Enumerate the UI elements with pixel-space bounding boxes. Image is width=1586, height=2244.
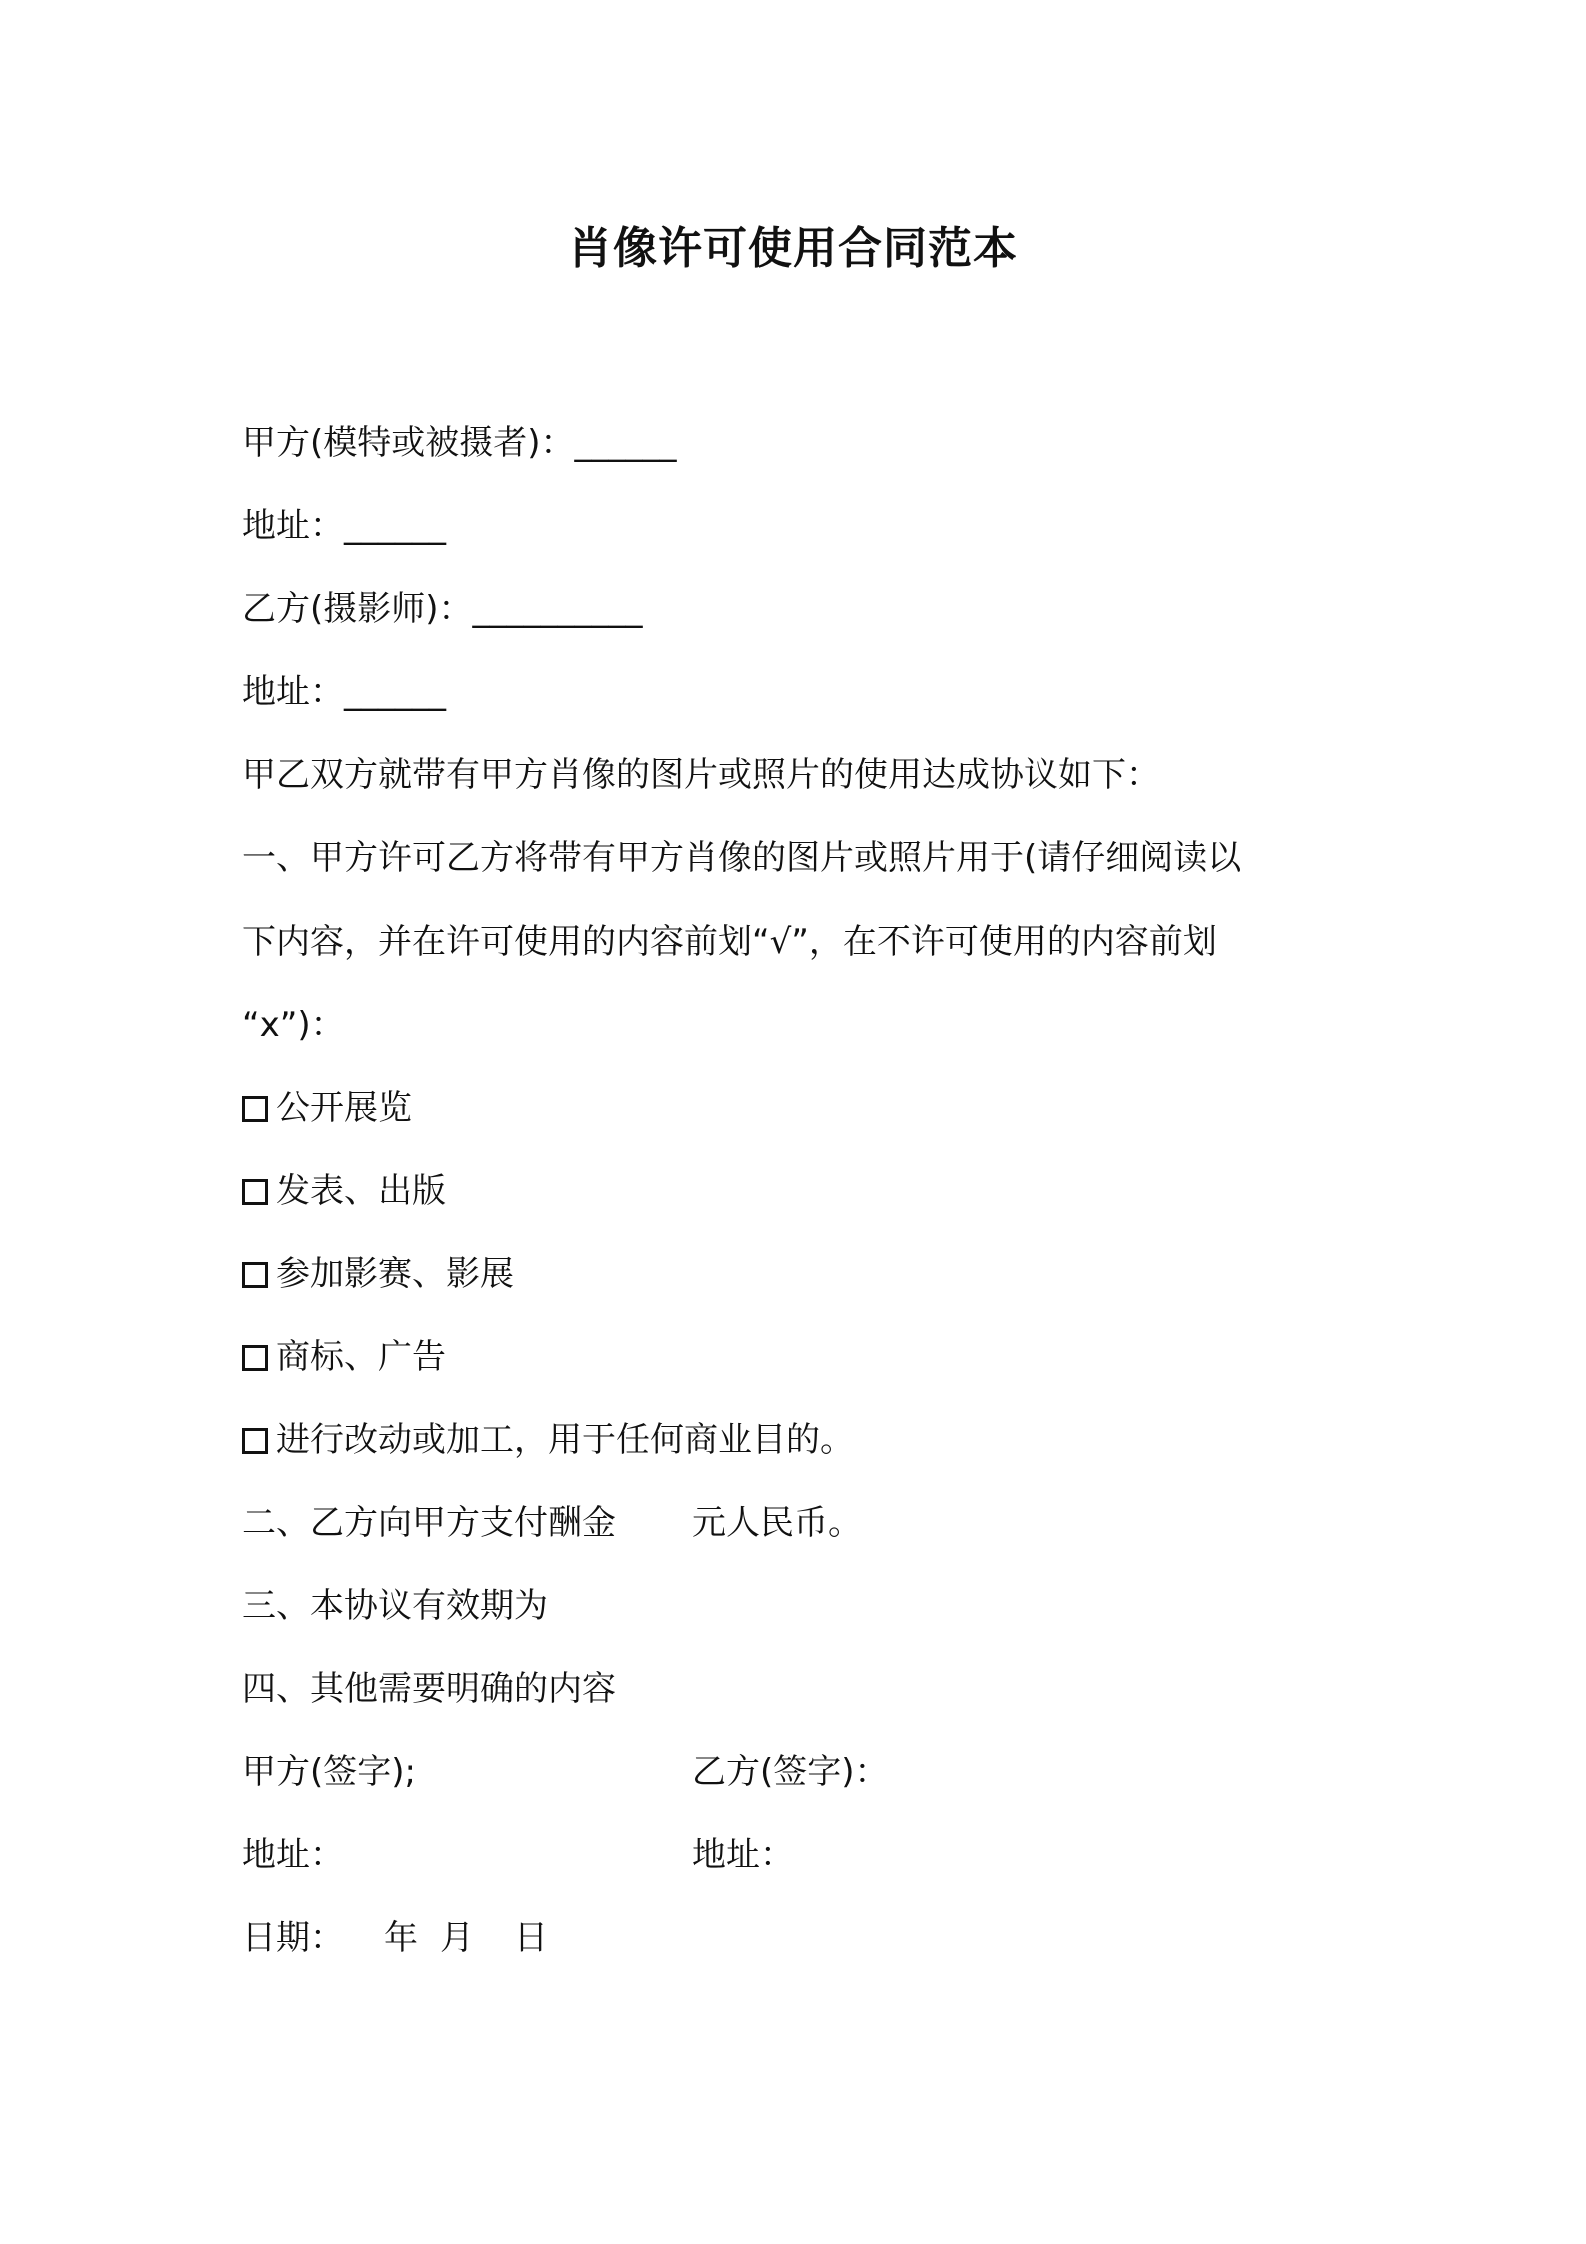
checkbox-square[interactable] (242, 1345, 268, 1371)
date-year: 年 (384, 1918, 418, 1958)
party-a-signature-label: 甲方(签字); (242, 1752, 416, 1792)
agreement-intro: 甲乙双方就带有甲方肖像的图片或照片的使用达成协议如下： (242, 755, 1160, 795)
option-item (242, 1337, 446, 1377)
party-b-address-label: 地址： (692, 1835, 794, 1875)
checkbox-square[interactable] (242, 1179, 268, 1205)
option-label: 公开展览 (276, 1088, 412, 1128)
clause-1-line-1: 一、甲方许可乙方将带有甲方肖像的图片或照片用于(请仔细阅读以 (242, 838, 1242, 878)
option-item (242, 1420, 854, 1460)
party-a-address-label: 地址： (242, 1835, 344, 1875)
checkbox-square[interactable] (242, 1262, 268, 1288)
option-label: 发表、出版 (276, 1171, 446, 1211)
clause-2-text: 二、乙方向甲方支付酬金 (242, 1503, 616, 1543)
party-b-address-line: 地址：______ (242, 672, 446, 712)
option-item (242, 1254, 514, 1294)
document-title: 肖像许可使用合同范本 (568, 223, 1018, 274)
option-label: 进行改动或加工，用于任何商业目的。 (276, 1420, 854, 1460)
party-b-line: 乙方(摄影师)：__________ (242, 589, 643, 629)
date-day: 日 (514, 1918, 548, 1958)
signature-row (242, 1752, 1142, 1792)
clause-1-line-3: “x”)： (242, 1005, 345, 1045)
party-a-address-line: 地址：______ (242, 506, 446, 546)
clause-2 (242, 1503, 1142, 1543)
clause-3: 三、本协议有效期为 (242, 1586, 548, 1626)
clause-1-line-2: 下内容，并在许可使用的内容前划“√”，在不许可使用的内容前划 (242, 922, 1217, 962)
checkbox-square[interactable] (242, 1428, 268, 1454)
address-row (242, 1835, 1142, 1875)
option-label: 参加影赛、影展 (276, 1254, 514, 1294)
party-a-line: 甲方(模特或被摄者)：______ (242, 423, 677, 463)
date-row (242, 1918, 548, 1958)
option-label: 商标、广告 (276, 1337, 446, 1377)
clause-2-currency: 元人民币。 (692, 1503, 862, 1543)
option-item (242, 1088, 412, 1128)
clause-4: 四、其他需要明确的内容 (242, 1669, 616, 1709)
date-label: 日期： (242, 1918, 344, 1958)
date-month: 月 (440, 1918, 474, 1958)
option-item (242, 1171, 446, 1211)
checkbox-square[interactable] (242, 1096, 268, 1122)
party-b-signature-label: 乙方(签字)： (692, 1752, 889, 1792)
